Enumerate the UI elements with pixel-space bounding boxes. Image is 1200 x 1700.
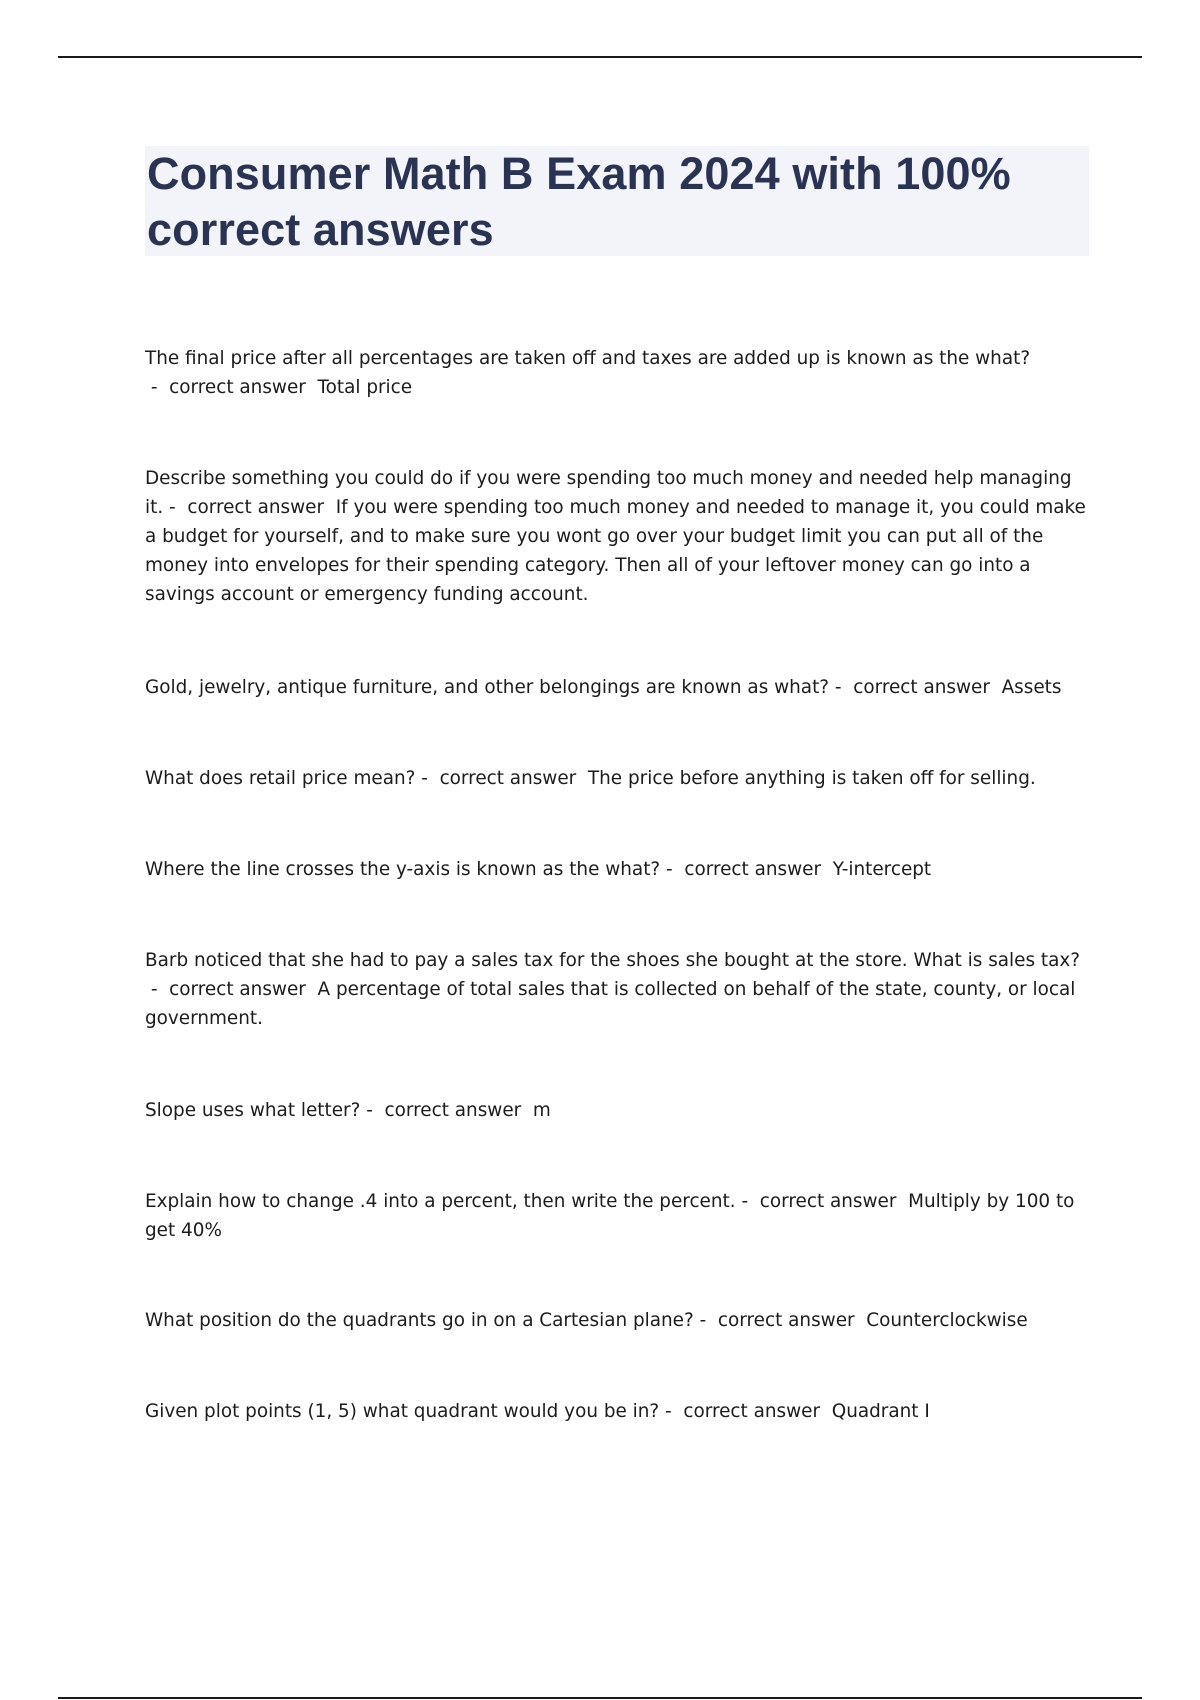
qa-item <box>145 1187 1095 1245</box>
answer-separator: - correct answer <box>145 377 318 398</box>
answer-text: Y-intercept <box>832 859 932 880</box>
title-banner <box>145 146 1089 256</box>
answer-separator: - correct answer <box>360 1100 533 1121</box>
answer-separator: - correct answer <box>145 979 318 1000</box>
qa-item <box>145 344 1095 402</box>
question-text: Barb noticed that she had to pay a sales tax for the shoes she bought at the store. What is sales tax? <box>145 950 1081 971</box>
qa-item <box>145 855 1095 884</box>
question-text: Describe something you could do if you were spending too much money and needed help managing it. <box>145 468 1072 518</box>
question-text: The final price after all percentages are taken off and taxes are added up is known as the what? <box>145 348 1031 369</box>
qa-item <box>145 1306 1095 1335</box>
qa-item <box>145 1397 1095 1426</box>
answer-text: Assets <box>1001 677 1062 698</box>
answer-separator: - correct answer <box>829 677 1002 698</box>
answer-text: Quadrant I <box>831 1401 930 1422</box>
answer-separator: - correct answer <box>659 1401 832 1422</box>
question-text: Explain how to change .4 into a percent, then write the percent. <box>145 1191 736 1212</box>
answer-text: m <box>532 1100 551 1121</box>
answer-text: A percentage of total sales that is collected on behalf of the state, county, or local government. <box>145 979 1076 1029</box>
answer-text: Multiply by 100 to get 40% <box>145 1191 1075 1241</box>
answer-text: If you were spending too much money and needed to manage it, you could make a budget for yourself, and to make sure you wont go over your budget limit you can put all of the money into envelopes for their spending category. Then all of your leftover money can go into a savings account or emergency funding account. <box>145 497 1086 605</box>
bottom-rule <box>58 1697 1142 1699</box>
question-text: Where the line crosses the y-axis is known as the what? <box>145 859 661 880</box>
question-text: Gold, jewelry, antique furniture, and other belongings are known as what? <box>145 677 830 698</box>
qa-item <box>145 764 1095 793</box>
qa-item <box>145 673 1095 702</box>
qa-item <box>145 1096 1095 1125</box>
question-text: What position do the quadrants go in on a Cartesian plane? <box>145 1310 694 1331</box>
question-text: Given plot points (1, 5) what quadrant would you be in? <box>145 1401 660 1422</box>
answer-text: Total price <box>317 377 413 398</box>
top-rule <box>58 56 1142 58</box>
answer-text: Counterclockwise <box>866 1310 1028 1331</box>
question-text: What does retail price mean? <box>145 768 416 789</box>
answer-separator: - correct answer <box>660 859 833 880</box>
answer-separator: - correct answer <box>415 768 588 789</box>
page-title: Consumer Math B Exam 2024 with 100% correct answers <box>147 148 1011 255</box>
answer-separator: - correct answer <box>693 1310 867 1331</box>
answer-separator: - correct answer <box>163 497 336 518</box>
answer-text: The price before anything is taken off for selling. <box>587 768 1036 789</box>
qa-item <box>145 464 1095 609</box>
answer-separator: - correct answer <box>735 1191 909 1212</box>
question-text: Slope uses what letter? <box>145 1100 361 1121</box>
qa-item <box>145 946 1095 1033</box>
